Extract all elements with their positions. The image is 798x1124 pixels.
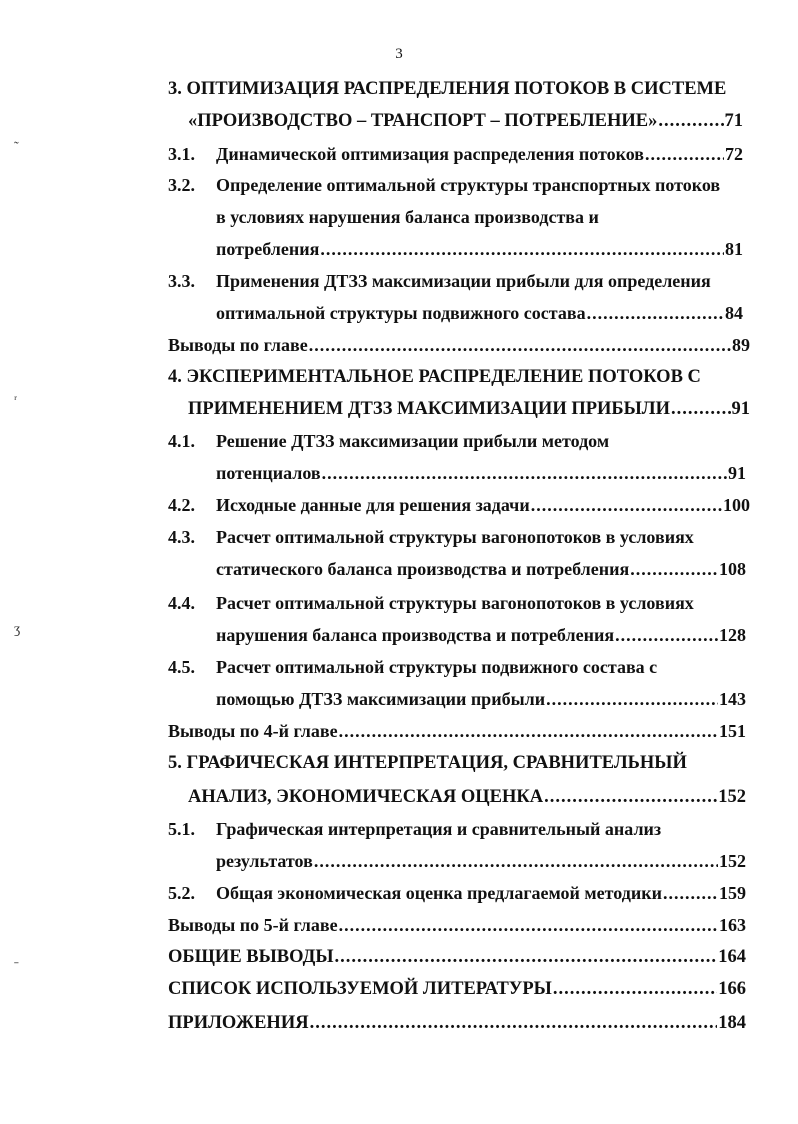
toc-chapter-5-title: 5. ГРАФИЧЕСКАЯ ИНТЕРПРЕТАЦИЯ, СРАВНИТЕЛЬНЫЙ [168, 753, 687, 773]
toc-page-number: 81 [725, 239, 743, 259]
toc-general-conclusions: ОБЩИЕ ВЫВОДЫ ..... 164 [168, 944, 746, 970]
toc-section-4-3-line2: статического баланса производства и потребления ..... 108 [216, 556, 746, 582]
toc-chapter-3-entry: «ПРОИЗВОДСТВО – ТРАНСПОРТ – ПОТРЕБЛЕНИЕ» ..... 71 [188, 108, 743, 134]
scan-mark: ˜ [14, 140, 19, 155]
dot-leader [335, 944, 718, 970]
toc-chapter-3-title: 3. ОПТИМИЗАЦИЯ РАСПРЕДЕЛЕНИЯ ПОТОКОВ В СИСТЕМЕ [168, 79, 727, 99]
toc-section-5-2: 5.2. Общая экономическая оценка предлагаемой методики ..... 159 [168, 880, 746, 906]
toc-literature: СПИСОК ИСПОЛЬЗУЕМОЙ ЛИТЕРАТУРЫ ..... 166 [168, 976, 746, 1002]
dot-leader [339, 718, 718, 744]
dot-leader [531, 492, 722, 518]
toc-page-number: 100 [723, 495, 750, 515]
scan-mark: ʒ [14, 622, 21, 637]
toc-page-number: 166 [718, 979, 746, 999]
toc-section-3-2-line2: в условиях нарушения баланса производства и [216, 207, 599, 227]
toc-page-number: 84 [725, 303, 743, 323]
dot-leader [322, 460, 727, 486]
toc-section-4-1-line1: 4.1. Решение ДТЗЗ максимизации прибыли методом [168, 431, 610, 451]
toc-conclusions-ch3: Выводы по главе ..... 89 [168, 332, 750, 358]
dot-leader [310, 1010, 718, 1036]
toc-section-3-1: 3.1. Динамической оптимизация распределения потоков ..... 72 [168, 141, 743, 167]
toc-page-number: 128 [719, 625, 746, 645]
dot-leader [553, 976, 717, 1002]
toc-section-4-4-line2: нарушения баланса производства и потребления ..... 128 [216, 622, 746, 648]
dot-leader [546, 686, 718, 712]
toc-section-3-3-line1: 3.3. Применения ДТЗЗ максимизации прибыли для определения [168, 271, 711, 291]
dot-leader [630, 556, 718, 582]
scan-mark: ᵣ [14, 388, 18, 403]
dot-leader [663, 880, 718, 906]
toc-page-number: 151 [719, 721, 746, 741]
dot-leader [671, 396, 731, 422]
dot-leader [314, 848, 718, 874]
dot-leader [658, 108, 723, 134]
toc-conclusions-ch4: Выводы по 4-й главе ..... 151 [168, 718, 746, 744]
toc-section-3-2-line3: потребления ..... 81 [216, 236, 743, 262]
toc-section-3-3-line2: оптимальной структуры подвижного состава ..... 84 [216, 300, 743, 326]
toc-page-number: 71 [724, 111, 743, 131]
dot-leader [587, 300, 724, 326]
toc-chapter-4-entry: ПРИМЕНЕНИЕМ ДТЗЗ МАКСИМИЗАЦИИ ПРИБЫЛИ ..... 91 [188, 396, 750, 422]
toc-section-5-1-line1: 5.1. Графическая интерпретация и сравнительный анализ [168, 819, 662, 839]
dot-leader [309, 332, 731, 358]
toc-section-4-1-line2: потенциалов ..... 91 [216, 460, 746, 486]
toc-section-4-5-line1: 4.5. Расчет оптимальной структуры подвижного состава с [168, 657, 658, 677]
scan-mark: ˉ [14, 960, 19, 975]
toc-section-4-3-line1: 4.3. Расчет оптимальной структуры вагонопотоков в условиях [168, 527, 694, 547]
toc-page-number: 164 [718, 947, 746, 967]
toc-chapter-5-entry: АНАЛИЗ, ЭКОНОМИЧЕСКАЯ ОЦЕНКА ..... 152 [188, 784, 746, 810]
toc-appendices: ПРИЛОЖЕНИЯ ..... 184 [168, 1010, 746, 1036]
toc-section-3-2-line1: 3.2. Определение оптимальной структуры транспортных потоков [168, 175, 721, 195]
toc-section-5-1-line2: результатов ..... 152 [216, 848, 746, 874]
toc-page-number: 91 [731, 399, 750, 419]
dot-leader [645, 141, 724, 167]
toc-section-4-5-line2: помощью ДТЗЗ максимизации прибыли ..... 143 [216, 686, 746, 712]
dot-leader [320, 236, 724, 262]
toc-page-number: 91 [728, 463, 746, 483]
toc-page-number: 159 [719, 883, 746, 903]
toc-page-number: 143 [719, 689, 746, 709]
toc-page-number: 184 [718, 1013, 746, 1033]
dot-leader [615, 622, 718, 648]
toc-page-number: 108 [719, 559, 746, 579]
toc-section-4-4-line1: 4.4. Расчет оптимальной структуры вагонопотоков в условиях [168, 593, 694, 613]
page-number: 3 [395, 46, 403, 62]
toc-page-number: 163 [719, 915, 746, 935]
dot-leader [544, 784, 717, 810]
toc-conclusions-ch5: Выводы по 5-й главе ..... 163 [168, 912, 746, 938]
toc-page-number: 152 [718, 787, 746, 807]
toc-chapter-4-title: 4. ЭКСПЕРИМЕНТАЛЬНОЕ РАСПРЕДЕЛЕНИЕ ПОТОКОВ С [168, 367, 701, 387]
toc-page-number: 72 [725, 144, 743, 164]
toc-page-number: 89 [732, 335, 750, 355]
toc-section-4-2: 4.2. Исходные данные для решения задачи ..... 100 [168, 492, 750, 518]
dot-leader [339, 912, 718, 938]
toc-page-number: 152 [719, 851, 746, 871]
